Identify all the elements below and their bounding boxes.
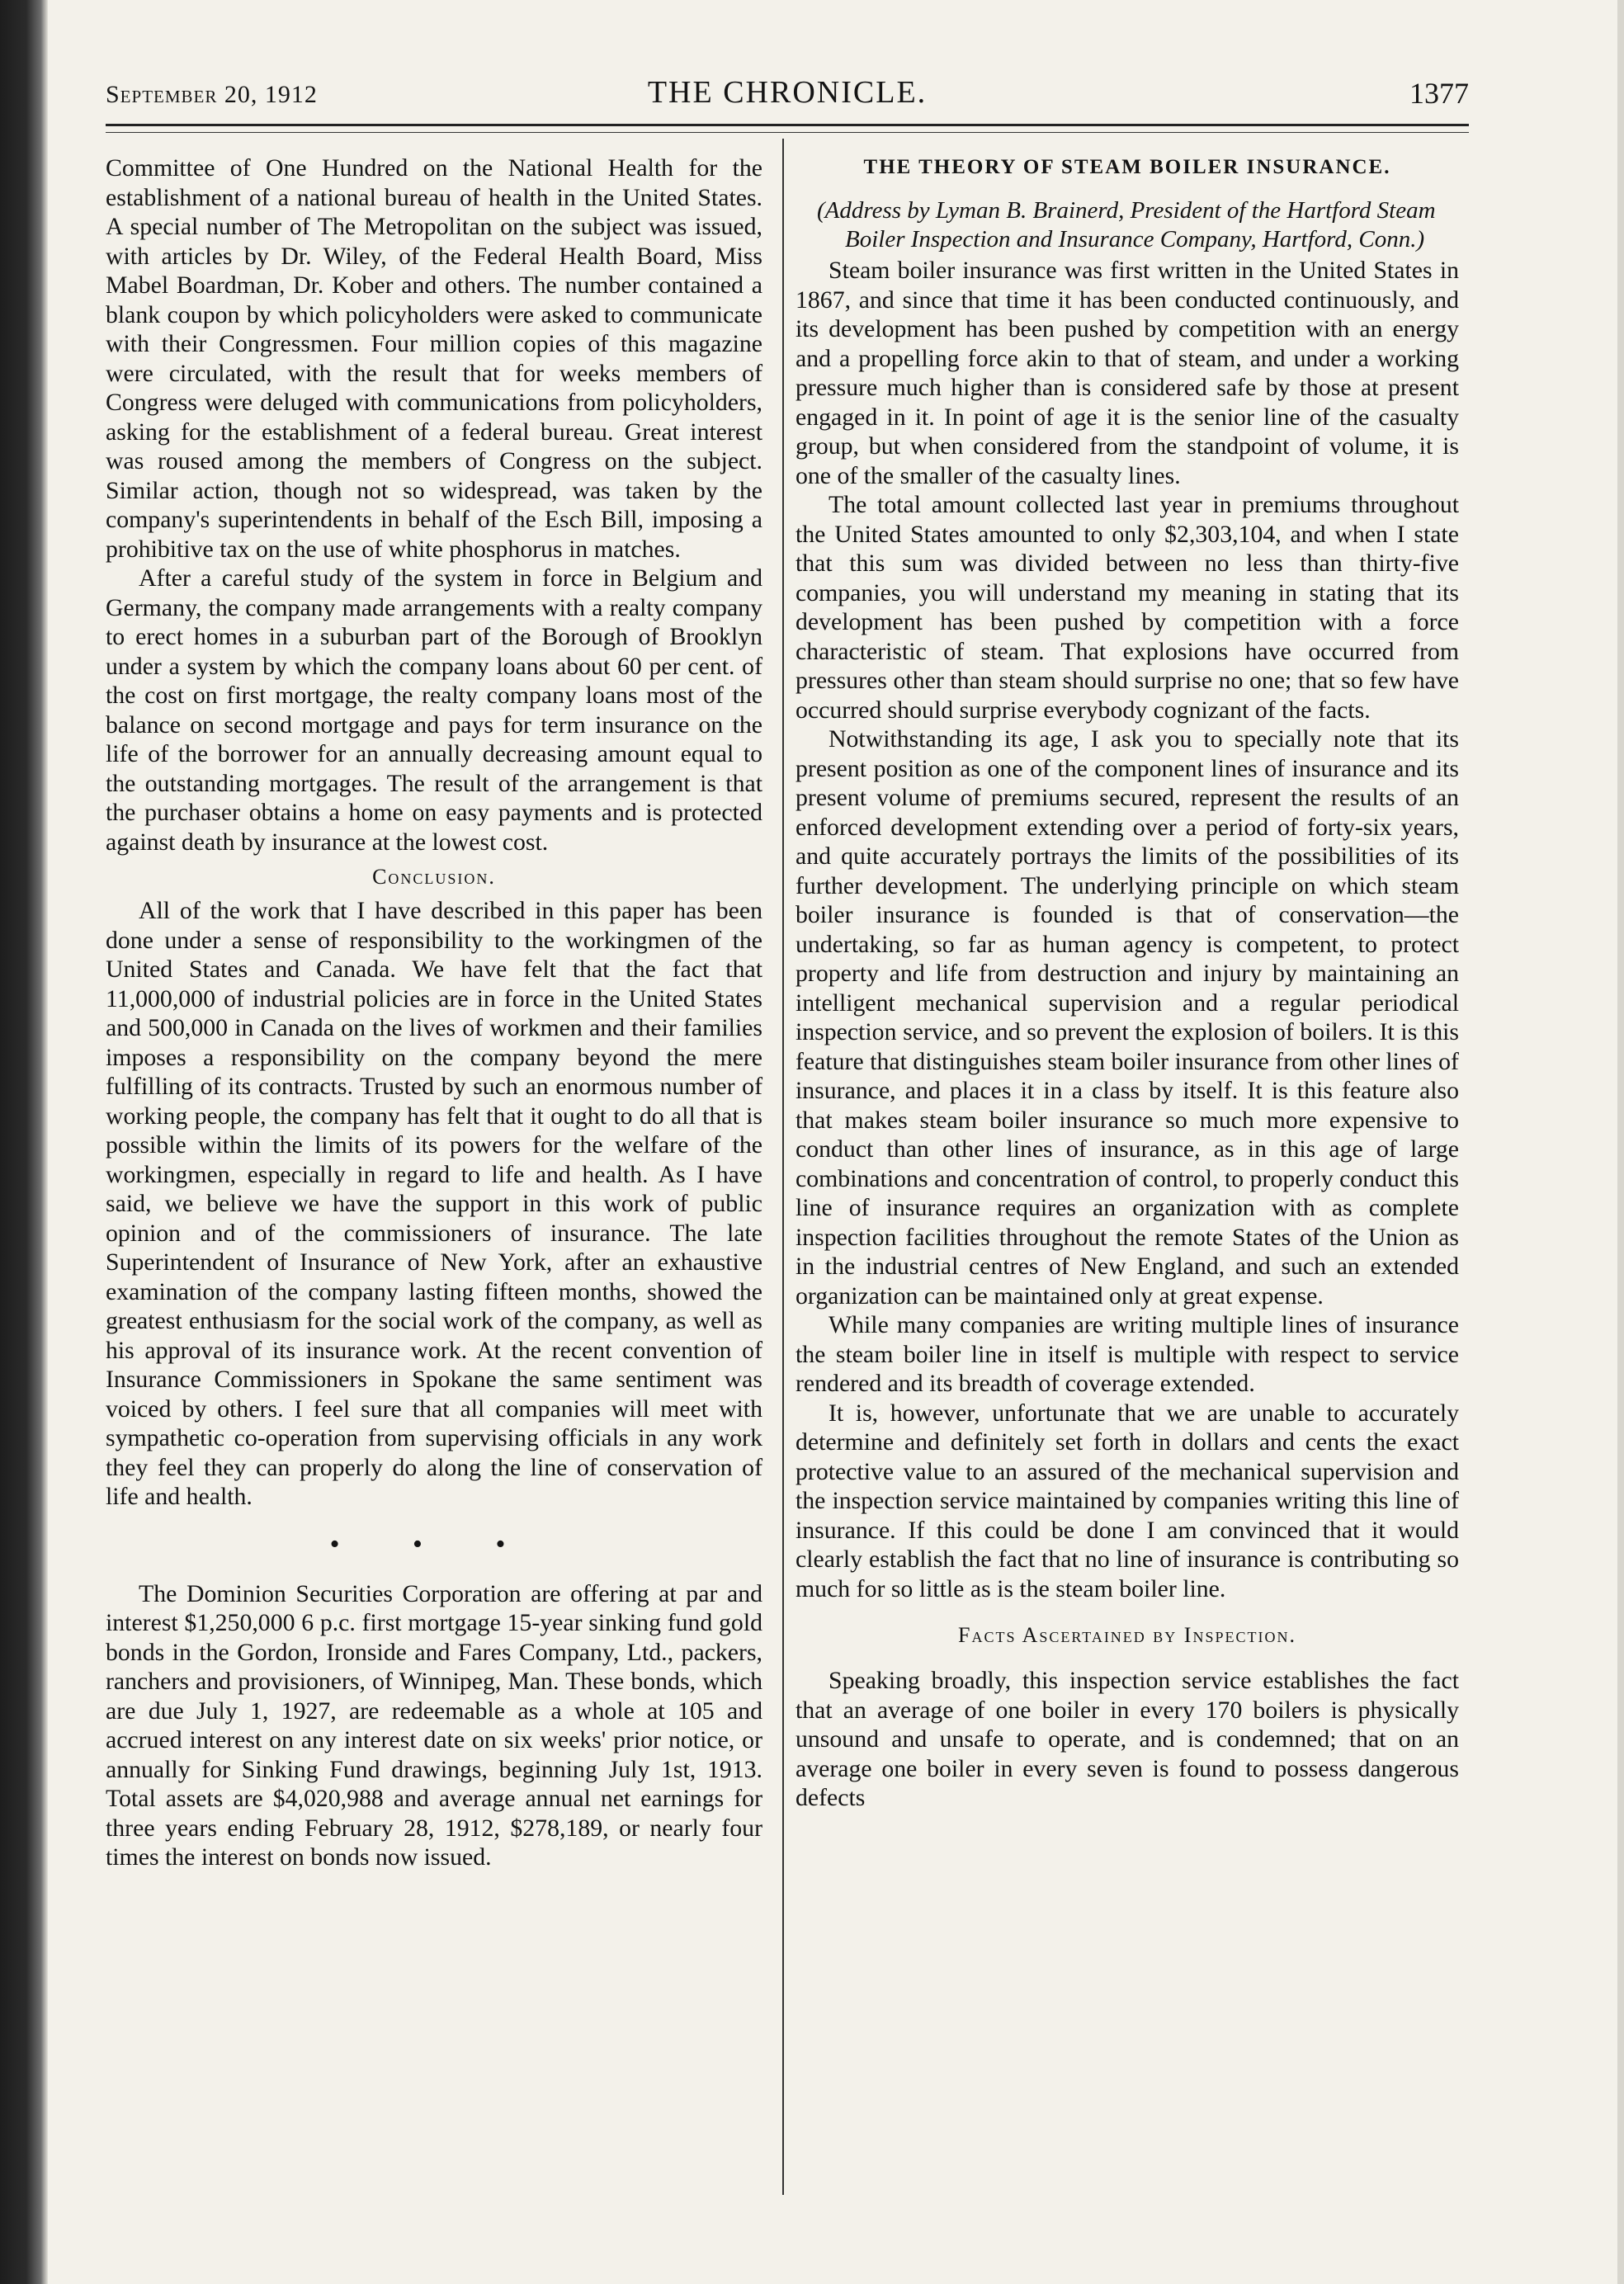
body-paragraph: While many companies are writing multiple lines of insurance the steam boiler line in itself is multiple with respect to service rendered and its breadth of coverage extended. xyxy=(795,1311,1459,1397)
inspection-section-heading: Facts Ascertained by Inspection. xyxy=(958,1623,1296,1647)
housing-paragraph: After a careful study of the system in force in Belgium and Germany, the company made arrangements with a realty company to erect homes in a suburban part of the Borough of Brooklyn under a system by which the company loans about 60 per cent. of the cost on first mortgage, the realty company loans most of the balance on second mortgage and pays for term insurance on the life of the borrower for an annually decreasing amount equal to the outstanding mortgages. The result of the arrangement is that the purchaser obtains a home on easy payments and is protected against death by insurance at the lowest cost. xyxy=(106,564,762,856)
article-continuation-paragraph: Committee of One Hundred on the National Health for the establishment of a national bureau of health in the United States. A special number of The Metropolitan on the subject was issued, with articles by Dr. Wiley, of the Federal Health Board, Miss Mabel Boardman, Dr. Kober and others. The number contained a blank coupon by which policyholders were asked to communicate with their Congressmen. Four million copies of this magazine were circulated, with the result that for weeks members of Congress were deluged with communications from policyholders, asking for the establishment of a federal bureau. Great interest was roused among the members of Congress on the subject. Similar action, though not so widespread, was taken by the company's superintendents in behalf of the Esch Bill, imposing a prohibitive tax on the use of white phosphorus in matches. xyxy=(106,154,762,563)
article-title: THE THEORY OF STEAM BOILER INSURANCE. xyxy=(863,156,1391,178)
body-paragraph: The total amount collected last year in premiums throughout the United States amounted to only $2,303,104, and when I state that this sum was divided between no less than thirty-five companies, you will understand my meaning in stating that its development has been pushed by competition with a force characteristic of steam. That explosions have occurred from pressures other than steam should surprise no one; that so few have occurred should surprise everybody cognizant of the facts. xyxy=(795,491,1459,724)
left-column xyxy=(106,153,762,1872)
body-paragraph: It is, however, unfortunate that we are unable to accurately determine and definitely set forth in dollars and cents the exact protective value to an assured of the mechanical supervision and the inspection service maintained by companies writing this line of insurance. If this could be done I am convinced that it would clearly establish the fact that no line of insurance is contributing so much for so little as is the steam boiler line. xyxy=(795,1399,1459,1602)
page-binding-edge xyxy=(0,0,48,2284)
body-paragraph: Notwithstanding its age, I ask you to specially note that its present position as one of the component lines of insurance and its present volume of premiums secured, represent the results of an enforced development extending over a period of forty-six years, and quite accurately portrays the limits of the possibilities of its further development. The underlying principle on which steam boiler insurance is founded is that of conservation—the undertaking, so far as human agency is competent, to protect property and life from destruction and injury by maintaining an intelligent mechanical supervision and a regular periodical inspection service, and so prevent the explosion of boilers. It is this feature that distinguishes steam boiler insurance from other lines of insurance, and places it in a class by itself. It is this feature also that makes steam boiler insurance so much more expensive to conduct than other lines of insurance, as in this age of large combinations and concentration of control, to properly conduct this line of insurance requires an organization with as complete inspection facilities throughout the remote States of the Union as in the industrial centres of New England, and such an extended organization can be maintained only at great expense. xyxy=(795,725,1459,1310)
header-rule-thick xyxy=(106,124,1469,126)
page-header xyxy=(106,69,1469,119)
column-divider xyxy=(782,139,784,2195)
bond-notice-paragraph: The Dominion Securities Corporation are offering at par and interest $1,250,000 6 p.c. first mortgage 15-year sinking fund gold bonds in the Gordon, Ironside and Fares Company, Ltd., packers, ranchers and provisioners, of Winnipeg, Man. These bonds, which are due July 1, 1927, are redeemable as a whole at 105 and accrued interest on any interest date on six weeks' prior notice, or annually for Sinking Fund drawings, beginning July 1st, 1913. Total assets are $4,020,988 and average annual net earnings for three years ending February 28, 1912, $278,189, or nearly four times the interest on bonds now issued. xyxy=(106,1579,762,1871)
section-separator: • • • xyxy=(329,1528,539,1560)
final-paragraph: Speaking broadly, this inspection service establishes the fact that an average of one boiler in every 170 boilers is physically unsound and unsafe to operate, and is condemned; that on an average one boiler in every seven is found to possess dangerous defects xyxy=(795,1667,1459,1811)
right-column xyxy=(795,153,1459,1813)
header-rule-thin xyxy=(106,132,1469,133)
conclusion-heading: Conclusion. xyxy=(372,865,496,889)
article-byline: (Address by Lyman B. Brainerd, President of the Hartford Steam Boiler Inspection and Insurance Company, Hartford, Conn.) xyxy=(817,197,1436,252)
conclusion-paragraph: All of the work that I have described in this paper has been done under a sense of responsibility to the workingmen of the United States and Canada. We have felt that the fact that 11,000,000 of industrial policies are in force in the United States and 500,000 in Canada on the lives of workmen and their families imposes a responsibility on the company beyond the mere fulfilling of its contracts. Trusted by such an enormous number of working people, the company has felt that it ought to do all that is possible within the limits of its powers for the welfare of the workingmen, especially in regard to life and health. As I have said, we believe we have the support in this work of public opinion and of the commissioners of insurance. The late Superintendent of Insurance of New York, after an exhaustive examination of the company lasting fifteen months, showed the greatest enthusiasm for the social work of the company, as well as his approval of its insurance work. At the recent convention of Insurance Commissioners in Spokane the same sentiment was voiced by others. I feel sure that all companies will meet with sympathetic co-operation from supervising officials in any work they feel they can properly do along the line of conservation of life and health. xyxy=(106,897,762,1510)
issue-date: September 20, 1912 xyxy=(106,81,318,108)
page-right-edge xyxy=(1617,0,1624,2284)
page-number: 1377 xyxy=(1409,77,1469,110)
body-paragraph: Steam boiler insurance was first written in the United States in 1867, and since that time it has been conducted continuously, and its development has been pushed by competition with an energy and a propelling force akin to that of steam, and under a working pressure much higher than is considered safe by those at present engaged in it. In point of age it is the senior line of the casualty group, but when considered from the standpoint of volume, it is one of the smaller of the casualty lines. xyxy=(795,257,1459,489)
publication-title: THE CHRONICLE. xyxy=(647,75,928,110)
